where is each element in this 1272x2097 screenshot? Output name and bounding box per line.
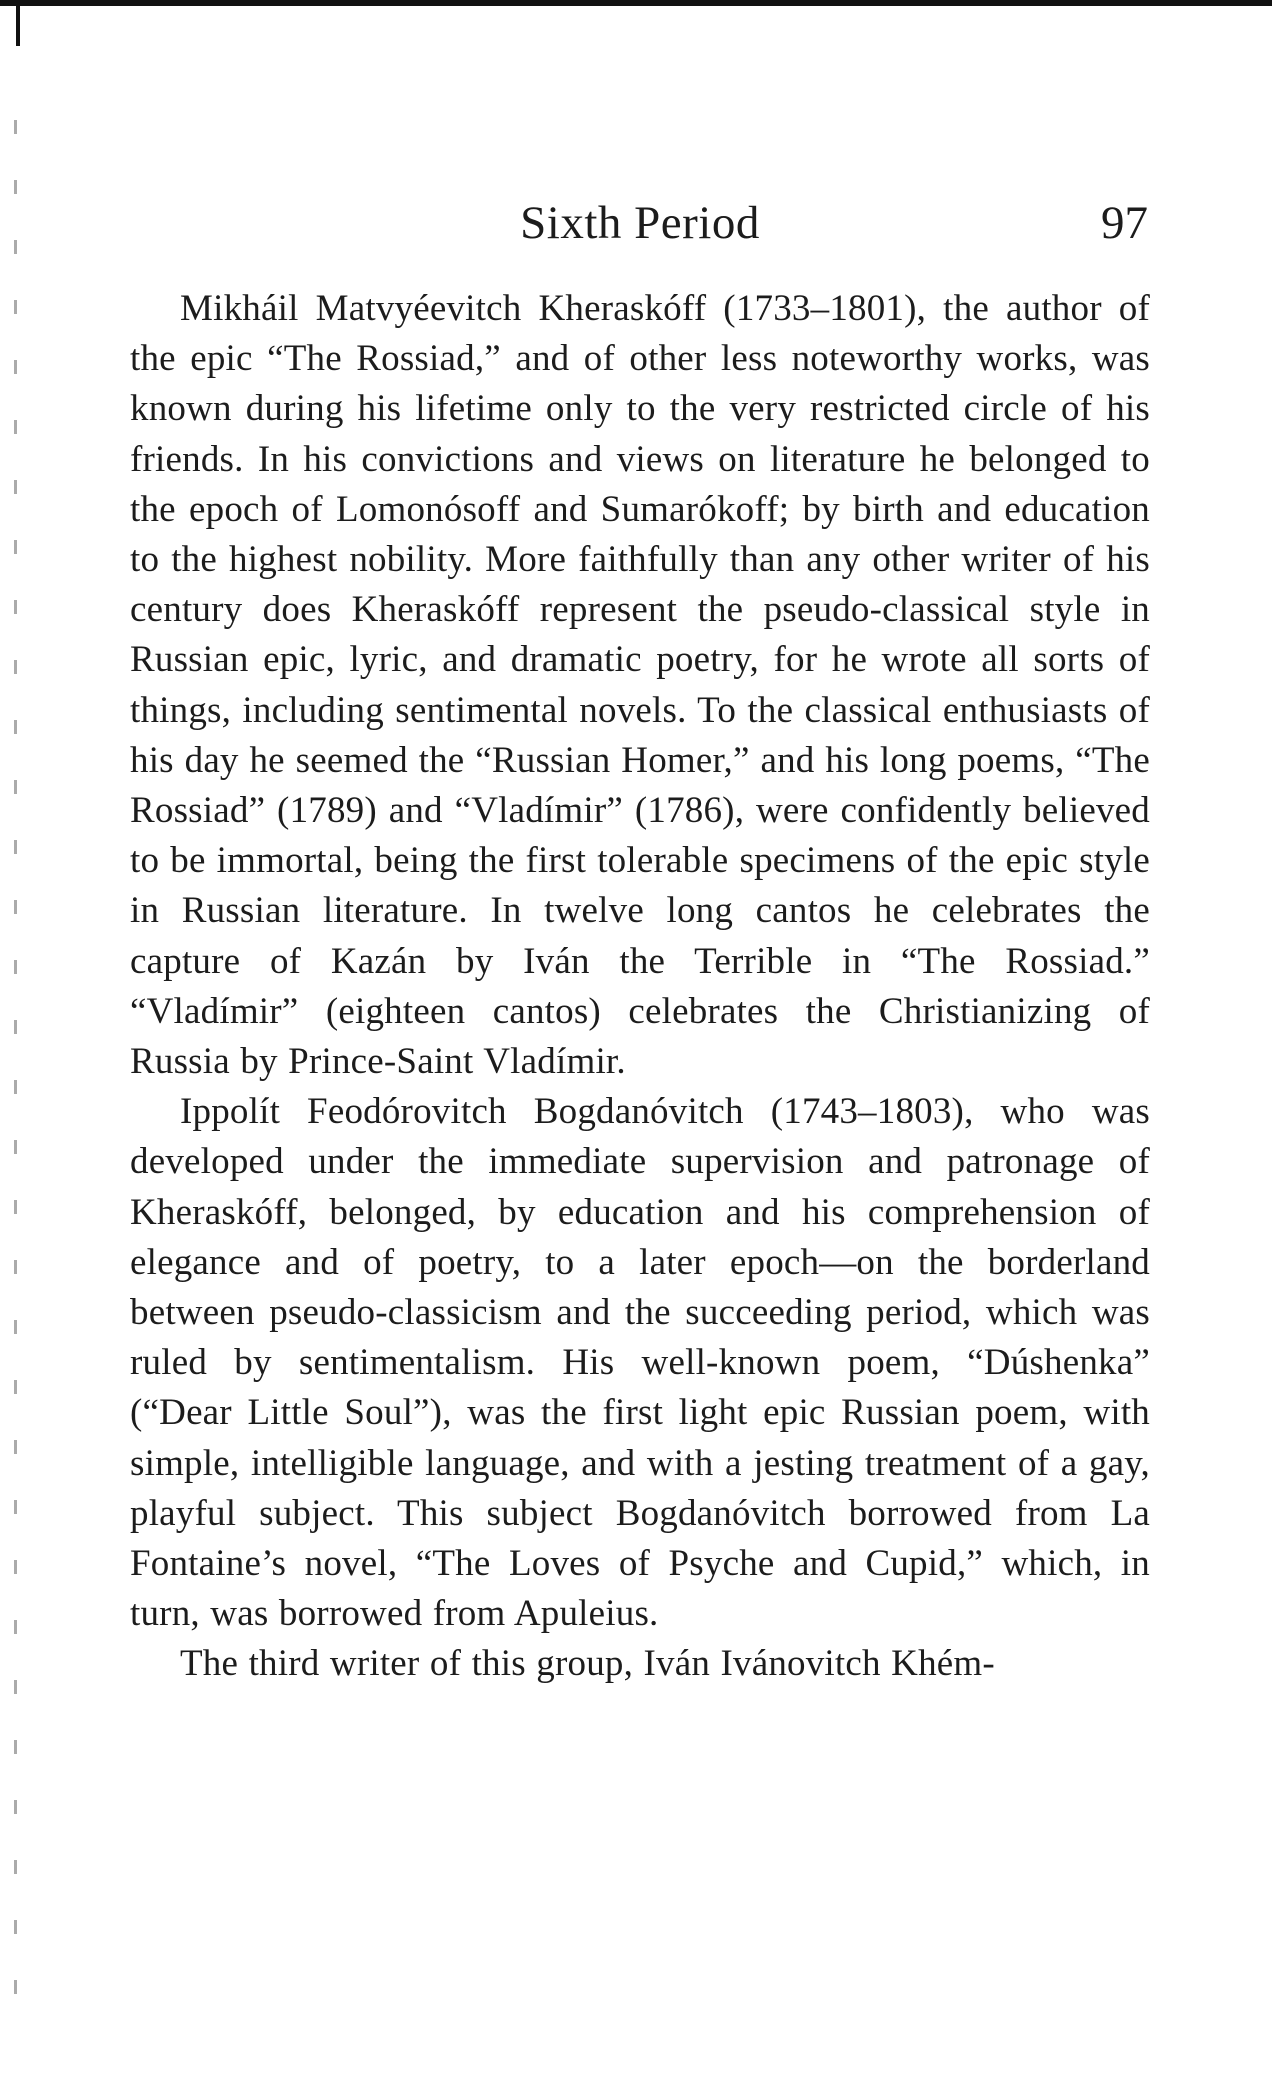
- page-body: [130, 196, 1150, 1690]
- running-head: [130, 196, 1150, 260]
- page-number: 97: [1101, 197, 1148, 249]
- paragraph-kheraskoff: Mikháil Matvyéevitch Kheraskóff (1733–1801), the author of the epic “The Rossiad,” and of other less noteworthy works, was known during his lifetime only to the very restricted circle of his friends. In his convictions and views on literature he belonged to the epoch of Lomonósoff and Sumarókoff; by birth and education to the highest nobility. More faithfully than any other writer of his century does Kheraskóff represent the pseudo-classical style in Russian epic, lyric, and dramatic poetry, for he wrote all sorts of things, including sentimental novels. To the classical enthusiasts of his day he seemed the “Russian Homer,” and his long poems, “The Rossiad” (1789) and “Vladímir” (1786), were confidently believed to be immortal, being the first tolerable specimens of the epic style in Russian literature. In twelve long cantos he celebrates the capture of Kazán by Iván the Terrible in “The Rossiad.” “Vladímir” (eighteen cantos) celebrates the Christianizing of Russia by Prince-Saint Vladímir.: [130, 288, 1150, 1083]
- paragraph-khemnitser: The third writer of this group, Iván Ivánovitch Khém-: [180, 1643, 995, 1685]
- paragraph-bogdanovitch: Ippolít Feodórovitch Bogdanóvitch (1743–1803), who was developed under the immediate supervision and patronage of Kheraskóff, belonged, by education and his comprehension of elegance and of poetry, to a later epoch—on the borderland between pseudo-classicism and the succeeding period, which was ruled by sentimentalism. His well-known poem, “Dúshenka” (“Dear Little Soul”), was the first light epic Russian poem, with simple, intelligible language, and with a jesting treatment of a gay, playful subject. This subject Bogdanóvitch borrowed from La Fontaine’s novel, “The Loves of Psyche and Cupid,” which, in turn, was borrowed from Apuleius.: [130, 1091, 1150, 1635]
- page-top-edge: [0, 0, 1272, 6]
- running-title: Sixth Period: [520, 197, 760, 249]
- scan-corner-mark: [16, 6, 20, 46]
- scan-margin-specks: [14, 120, 17, 2020]
